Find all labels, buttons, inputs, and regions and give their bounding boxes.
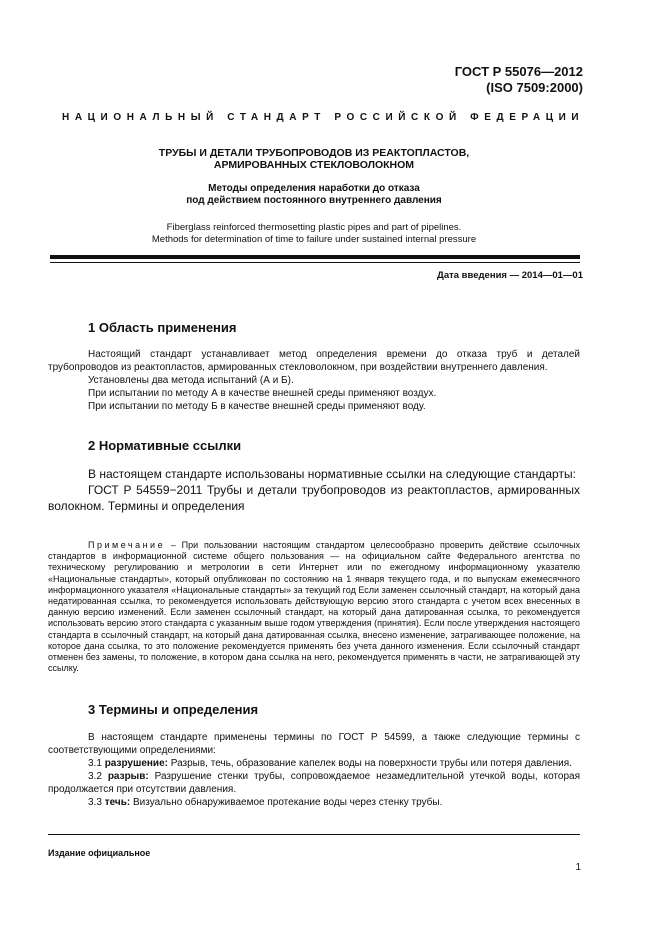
note-label: Примечание	[88, 540, 166, 550]
term-3-1	[48, 757, 580, 770]
term-number: 3.2	[88, 771, 108, 782]
english-title-line-2: Methods for determination of time to failure under sustained internal pressure	[151, 234, 477, 245]
title-line-1: ТРУБЫ И ДЕТАЛИ ТРУБОПРОВОДОВ ИЗ РЕАКТОПЛАСТОВ,	[158, 147, 470, 159]
section-2-paragraph: В настоящем стандарте использованы нормативные ссылки на следующие стандарты:	[88, 467, 576, 481]
subtitle-line-2: под действием постоянного внутреннего давления	[186, 195, 442, 206]
title-line-2: АРМИРОВАННЫХ СТЕКЛОВОЛОКНОМ	[213, 159, 415, 171]
title-divider-thick	[50, 255, 580, 259]
section-2-heading: 2 Нормативные ссылки	[88, 438, 242, 453]
official-edition-label: Издание официальное	[48, 848, 151, 858]
term-definition: Разрушение стенки трубы, сопровождаемое незамедлительной утечкой воды, которая продолжается при отсутствии давления.	[48, 771, 580, 795]
section-3-heading: 3 Термины и определения	[88, 702, 259, 717]
term-3-3	[48, 796, 580, 809]
section-1-heading: 1 Область применения	[88, 320, 237, 335]
term-3-2	[48, 770, 580, 796]
term-number: 3.3	[88, 797, 105, 808]
document-subtitle	[62, 183, 566, 207]
section-1-paragraph: При испытании по методу Б в качестве внешней среды применяют воду.	[88, 401, 426, 412]
subtitle-line-1: Методы определения наработки до отказа	[208, 183, 420, 194]
national-standard-banner: НАЦИОНАЛЬНЫЙ СТАНДАРТ РОССИЙСКОЙ ФЕДЕРАЦИИ	[62, 112, 585, 123]
section-1-paragraph: При испытании по методу А в качестве внешней среды применяют воздух.	[88, 388, 437, 399]
iso-number: (ISO 7509:2000)	[486, 80, 583, 95]
standard-number: ГОСТ Р 55076—2012	[454, 64, 583, 79]
section-1-paragraph: Настоящий стандарт устанавливает метод определения времени до отказа труб и деталей трубопроводов из реактопластов, армированных стекловолокном, при воздействии внутреннего давления.	[48, 349, 580, 373]
term-name: разрушение:	[104, 758, 168, 769]
term-name: течь:	[104, 797, 131, 808]
section-2-body	[48, 466, 580, 514]
page-number: 1	[575, 862, 581, 873]
term-definition: Визуально обнаруживаемое протекание воды через стенку трубы.	[130, 797, 443, 808]
term-definition: Разрыв, течь, образование капелек воды на поверхности трубы или потеря давления.	[167, 758, 572, 769]
note-text: – При пользовании настоящим стандартом целесообразно проверить действие ссылочных стандартов в информационной системе общего пользования — на официальном сайте Федерального агентства по техническому регулированию и метрологии в сети Интернет или по ежегодному информационному указателю «Национальные стандарты», который опубликован по состоянию на 1 января текущего года, и по выпускам ежемесячного информационного указателя «Национальные стандарты» за текущий год Если заменен ссылочный стандарт, на который дана недатированная ссылка, то рекомендуется использовать действующую версию этого стандарта с учетом всех внесенных в данную версию изменений. Если заменен ссылочный стандарт, на который дана датированная ссылка, то рекомендуется использовать версию этого стандарта с указанным выше годом утверждения (принятия). Если после утверждения настоящего стандарта в ссылочный стандарт, на который дана датированная ссылка, внесено изменение, затрагивающее положение, на которое дана ссылка, то это положение рекомендуется применять без учета данного изменения. Если ссылочный стандарт отменен без замены, то положение, в котором дана ссылка на него, рекомендуется применять в части, не затрагивающей эту ссылку.	[48, 540, 580, 674]
section-1-body	[48, 348, 580, 413]
section-2-note	[48, 540, 580, 674]
english-title	[62, 222, 566, 246]
english-title-line-1: Fiberglass reinforced thermosetting plastic pipes and part of pipelines.	[166, 222, 462, 233]
term-name: разрыв:	[107, 771, 149, 782]
section-1-paragraph: Установлены два метода испытаний (А и Б).	[88, 375, 294, 386]
introduction-date: Дата введения — 2014—01—01	[437, 270, 583, 281]
title-divider-thin	[50, 262, 580, 263]
footer-divider	[48, 834, 580, 835]
term-number: 3.1	[88, 758, 105, 769]
standard-number-block	[455, 64, 583, 96]
section-3-body	[48, 731, 580, 809]
section-3-paragraph: В настоящем стандарте применены термины по ГОСТ Р 54599, а также следующие термины с соответствующими определениями:	[48, 732, 580, 756]
section-2-reference: ГОСТ Р 54559−2011 Трубы и детали трубопроводов из реактопластов, армированных волокном. Термины и определения	[48, 483, 580, 513]
document-title	[62, 147, 566, 171]
